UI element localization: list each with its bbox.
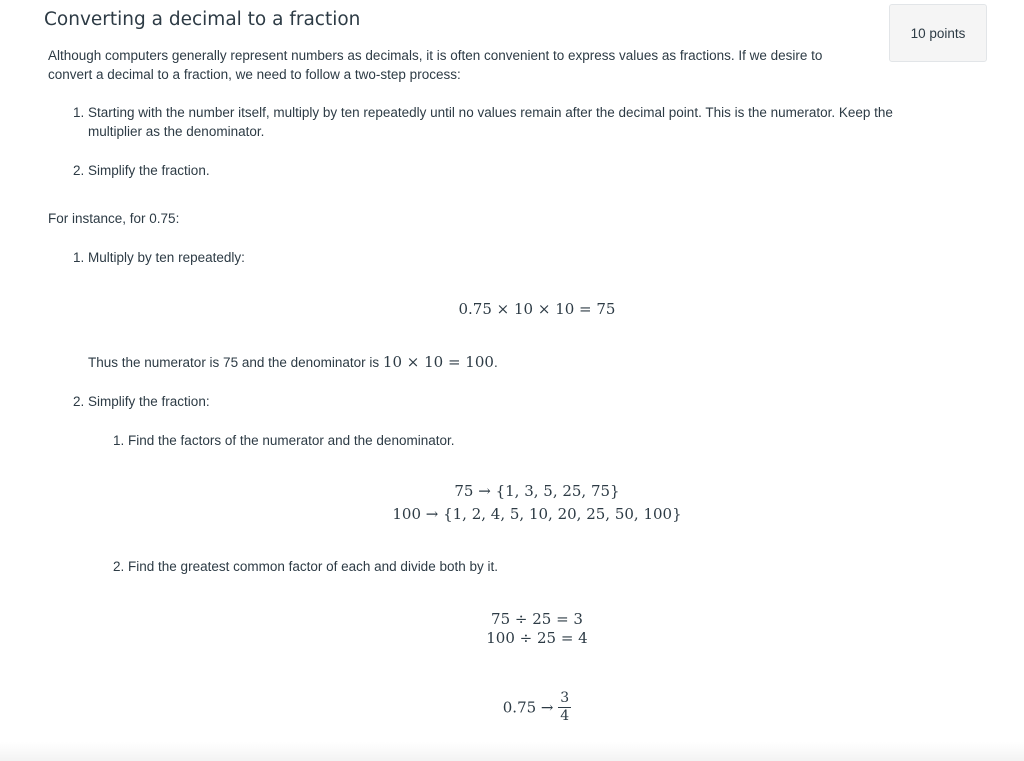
- process-step-1: [73, 103, 943, 141]
- list-number: 1.: [73, 250, 85, 265]
- page-title: Converting a decimal to a fraction: [44, 9, 361, 30]
- note-text: Thus the numerator is 75 and the denominator is: [88, 355, 383, 370]
- list-number: 2.: [113, 559, 125, 574]
- step-text: Find the factors of the numerator and the denominator.: [128, 433, 455, 448]
- list-number: 2.: [73, 163, 85, 178]
- result-lhs: 0.75 →: [502, 698, 554, 717]
- fraction-numerator: 3: [560, 690, 570, 706]
- fraction-denominator: 4: [560, 708, 570, 724]
- list-number: 1.: [113, 433, 125, 448]
- result-equation: [0, 690, 1024, 725]
- intro-paragraph: Although computers generally represent numbers as decimals, it is often convenient to express values as fractions. If we desire to convert a decimal to a fraction, we need to follow a two-step process:: [48, 48, 823, 82]
- list-number: 2.: [73, 394, 85, 409]
- division-denominator: 100 ÷ 25 = 4: [486, 629, 588, 647]
- sub-step-2: [113, 557, 498, 576]
- denominator-math: 10 × 10 = 100: [382, 353, 494, 371]
- factors-denominator: 100 → {1, 2, 4, 5, 10, 20, 25, 50, 100}: [392, 505, 682, 523]
- example-step-1: [73, 248, 245, 267]
- sub-step-1: [113, 431, 454, 450]
- example-step-2: [73, 392, 210, 411]
- points-label: 10 points: [910, 25, 966, 41]
- list-number: 1.: [73, 105, 85, 120]
- step-text: Simplify the fraction:: [88, 394, 210, 409]
- factors-numerator: 75 → {1, 3, 5, 25, 75}: [454, 482, 620, 500]
- step-text: Multiply by ten repeatedly:: [88, 250, 245, 265]
- example-intro: For instance, for 0.75:: [48, 211, 180, 226]
- note-suffix: .: [493, 355, 498, 370]
- division-numerator: 75 ÷ 25 = 3: [491, 610, 583, 628]
- step-text: Starting with the number itself, multiply by ten repeatedly until no values remain after the decimal point. This is the numerator. Keep the multiplier as the denominator.: [88, 105, 893, 139]
- result-fraction: [558, 690, 571, 725]
- numerator-note: [88, 353, 498, 372]
- step-text: Simplify the fraction.: [88, 163, 210, 178]
- step-text: Find the greatest common factor of each and divide both by it.: [128, 559, 498, 574]
- bottom-edge: [0, 742, 1024, 761]
- points-badge: [889, 4, 987, 62]
- multiply-equation: 0.75 × 10 × 10 = 75: [458, 300, 616, 318]
- process-step-2: [73, 161, 210, 180]
